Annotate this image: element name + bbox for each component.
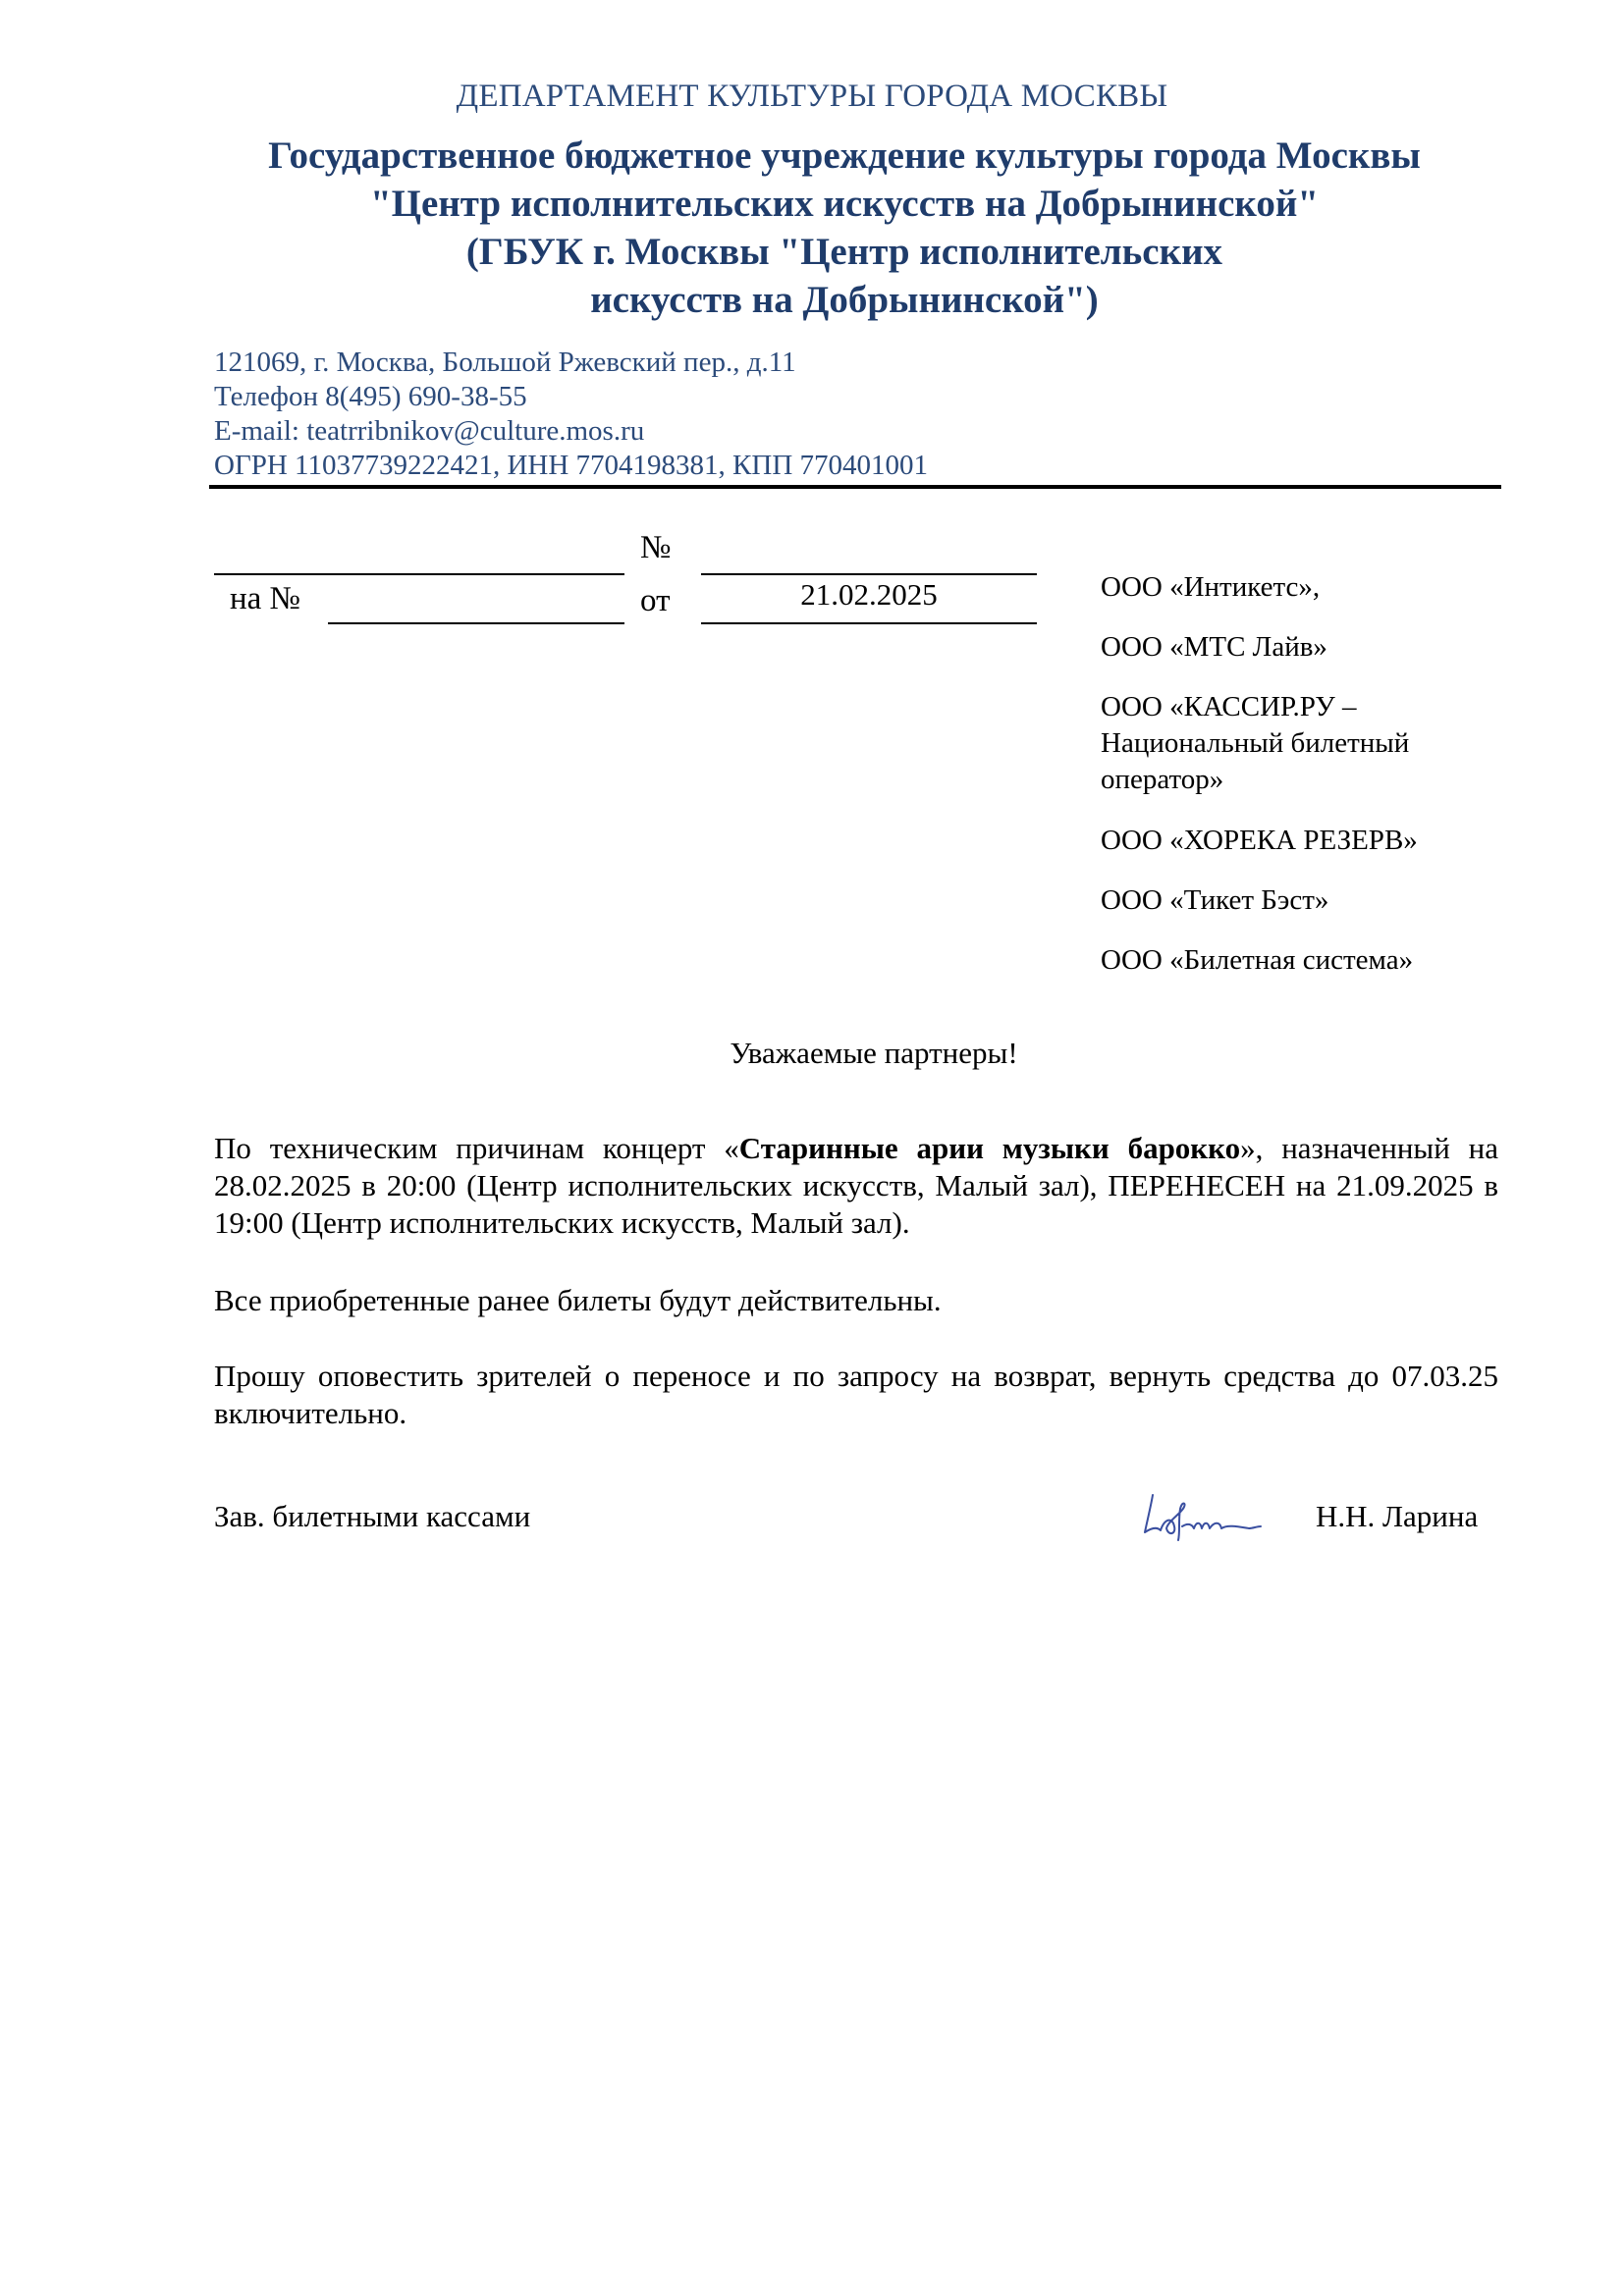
date-from-label: от (640, 583, 671, 618)
number-sign: № (640, 530, 672, 565)
date-line (701, 622, 1037, 624)
document-date: 21.02.2025 (800, 577, 938, 612)
handwritten-signature (1139, 1477, 1267, 1546)
org-name-line-2: "Центр исполнительских искусств на Добрынинской" (370, 183, 1319, 225)
concert-title: Старинные арии музыки барокко (738, 1131, 1241, 1165)
paragraph-postponement (214, 1130, 1498, 1242)
phone-line: Телефон 8(495) 690-38-55 (214, 381, 527, 412)
contact-block (214, 346, 928, 483)
recipient-horeca: ООО «ХОРЕКА РЕЗЕРВ» (1101, 825, 1418, 856)
org-name-line-1: Государственное бюджетное учреждение культуры города Москвы (268, 134, 1421, 177)
paragraph-tickets-valid: Все приобретенные ранее билеты будут действительны. (214, 1283, 942, 1317)
recipient-ticket-best: ООО «Тикет Бэст» (1101, 884, 1329, 916)
header-divider (209, 485, 1501, 489)
registry-line: ОГРН 11037739222421, ИНН 7704198381, КПП 770401001 (214, 450, 929, 481)
outgoing-number-line (214, 573, 624, 575)
signatory-position: Зав. билетными кассами (214, 1499, 531, 1533)
paragraph-1-start: По техническим причинам концерт « (214, 1131, 739, 1165)
organization-name (0, 132, 1624, 324)
org-name-line-3: (ГБУК г. Москвы "Центр исполнительских (465, 231, 1223, 273)
email-line: E-mail: teatrribnikov@culture.mos.ru (214, 415, 645, 447)
outgoing-number-value-line (701, 573, 1037, 575)
reply-to-number-line (328, 622, 624, 624)
recipient-intickets: ООО «Интикетс», (1101, 571, 1321, 603)
address-line: 121069, г. Москва, Большой Ржевский пер., д.11 (214, 347, 796, 378)
greeting: Уважаемые партнеры! (730, 1036, 1018, 1070)
paragraph-refund-request: Прошу оповестить зрителей о переносе и по запросу на возврат, вернуть средства до 07.03.25 включительно. (214, 1359, 1498, 1430)
recipient-mts-live: ООО «МТС Лайв» (1101, 631, 1327, 663)
recipient-kassir: ООО «КАССИР.РУ – Национальный билетный оператор» (1101, 691, 1410, 795)
org-name-line-4: искусств на Добрынинской") (590, 279, 1099, 321)
signatory-name: Н.Н. Ларина (1316, 1499, 1479, 1533)
department-title: ДЕПАРТАМЕНТ КУЛЬТУРЫ ГОРОДА МОСКВЫ (456, 79, 1168, 114)
paragraph-1-end: », назначенный на 28.02.2025 в 20:00 (Центр исполнительских искусств, Малый зал), ПЕРЕНЕСЕН на 21.09.2025 в 19:00 (Центр исполнительских искусств, Малый зал). (214, 1131, 1499, 1240)
reply-to-label: на № (230, 581, 301, 616)
recipient-biletnaya-sistema: ООО «Билетная система» (1101, 944, 1414, 976)
